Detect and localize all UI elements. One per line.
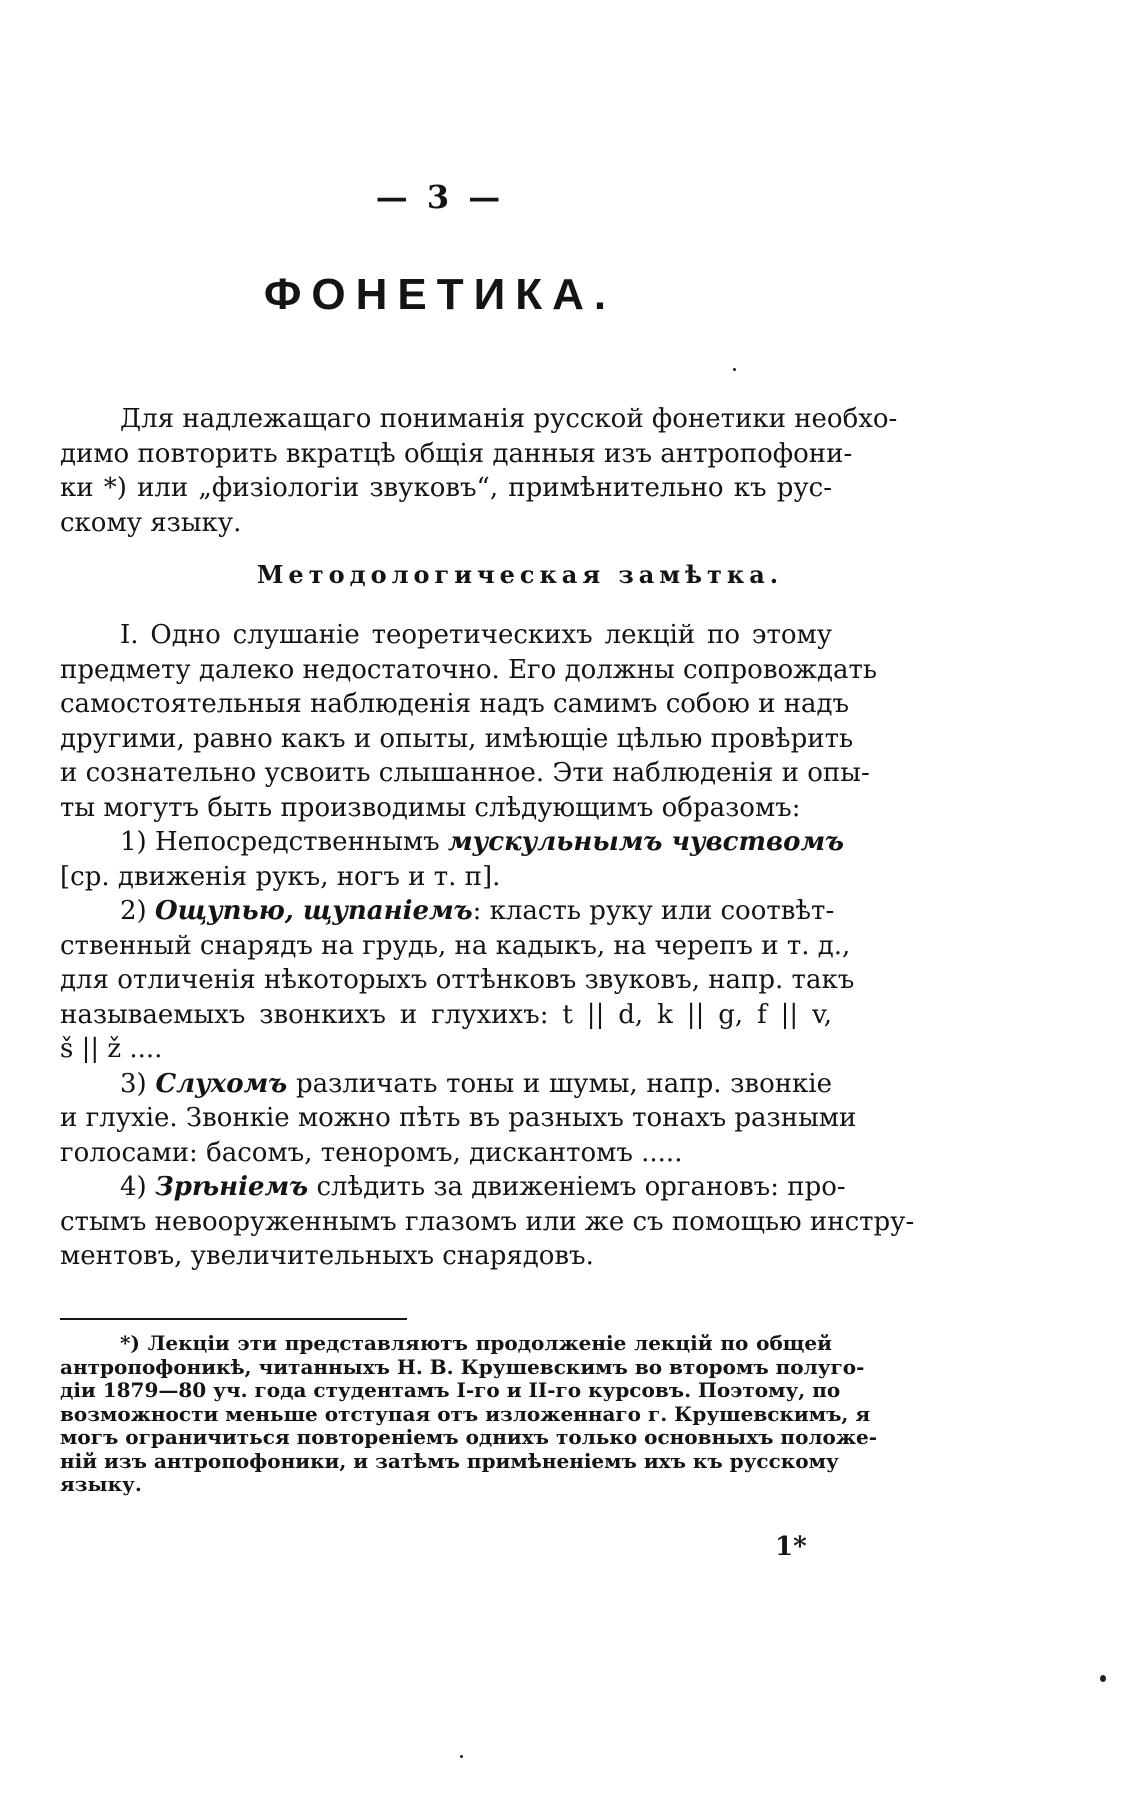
body-line: предмету далеко недостаточно. Его должны сопровождать bbox=[60, 654, 878, 685]
scan-speck bbox=[1100, 1675, 1106, 1682]
intro-line: димо повторить вкратцѣ общія данныя изъ антропофони- bbox=[60, 438, 853, 469]
list-item-lead: Непосредственнымъ bbox=[154, 827, 440, 857]
list-item-3 bbox=[60, 1067, 832, 1102]
list-item-text: различать тоны и шумы, напр. звонкіе bbox=[287, 1068, 832, 1099]
body-line: для отличенія нѣкоторыхъ оттѣнковъ звуковъ, напр. такъ bbox=[60, 965, 855, 995]
body-line: ментовъ, увеличительныхъ снарядовъ. bbox=[60, 1241, 594, 1271]
list-item-text: : класть руку или соотвѣт- bbox=[472, 896, 835, 926]
footnote-divider bbox=[60, 1318, 407, 1320]
body-line: ты могутъ быть производимы слѣдующимъ образомъ: bbox=[60, 792, 801, 823]
list-item-1 bbox=[60, 825, 845, 860]
list-item-emphasis: Слухомъ bbox=[155, 1068, 288, 1099]
section-heading: Методологическая замѣтка. bbox=[256, 560, 784, 589]
body-line: называемыхъ звонкихъ и глухихъ: t || d, k || g, f || v, bbox=[60, 999, 832, 1030]
body-line: самостоятельныя наблюденія надъ самимъ собою и надъ bbox=[60, 689, 850, 719]
body-line: другими, равно какъ и опыты, имѣющіе цѣлью провѣрить bbox=[60, 723, 854, 754]
intro-line: Для надлежащаго пониманія русской фонетики необхо- bbox=[120, 404, 898, 434]
chapter-title: ФОНЕТИКА. bbox=[263, 270, 617, 319]
list-item-4 bbox=[60, 1170, 846, 1205]
list-item-number: 2) bbox=[120, 896, 147, 926]
footnote-line: діи 1879—80 уч. года студентамъ I-го и II-го курсовъ. Поэтому, по bbox=[60, 1378, 841, 1402]
body-line: [ср. движенія рукъ, ногъ и т. п]. bbox=[60, 861, 501, 892]
body-line: ственный снарядъ на грудь, на кадыкъ, на черепъ и т. д., bbox=[60, 930, 851, 961]
body-line: š || ž .... bbox=[60, 1034, 163, 1064]
scan-speck bbox=[733, 368, 736, 371]
list-item-emphasis: мускульнымъ чувствомъ bbox=[447, 827, 845, 857]
list-item-text: слѣдить за движеніемъ органовъ: про- bbox=[308, 1172, 846, 1202]
list-item-number: 1) bbox=[120, 827, 147, 857]
footnote-line: *) Лекціи эти представляютъ продолженіе лекцій по общей bbox=[120, 1331, 832, 1355]
body-line: стымъ невооруженнымъ глазомъ или же съ помощью инстру- bbox=[60, 1206, 915, 1237]
body-line: и глухіе. Звонкіе можно пѣть въ разныхъ тонахъ разными bbox=[60, 1103, 857, 1133]
section-body bbox=[60, 618, 915, 1274]
intro-line: скому языку. bbox=[60, 507, 242, 538]
footnote-line: возможности меньше отступая отъ изложеннаго г. Крушевскимъ, я bbox=[60, 1401, 871, 1426]
body-line: голосами: басомъ, теноромъ, дискантомъ ..... bbox=[60, 1137, 683, 1168]
list-item-number: 4) bbox=[120, 1172, 147, 1202]
list-item-2 bbox=[60, 894, 835, 929]
footnote-line: языку. bbox=[60, 1472, 142, 1496]
intro-line: ки *) или „физіологіи звуковъ“, примѣнительно къ рус- bbox=[60, 473, 832, 503]
list-item-emphasis: Зрѣніемъ bbox=[154, 1172, 309, 1202]
page-number: — 3 — bbox=[375, 178, 505, 216]
body-line: и сознательно усвоить слышанное. Эти наблюденія и опы- bbox=[60, 758, 870, 788]
body-line: I. Одно слушаніе теоретическихъ лекцій по этому bbox=[120, 620, 832, 650]
footnote bbox=[60, 1331, 878, 1497]
list-item-number: 3) bbox=[120, 1068, 147, 1099]
list-item-emphasis: Ощупью, щупаніемъ bbox=[154, 896, 473, 926]
footnote-line: могъ ограничиться повтореніемъ однихъ только основныхъ положе- bbox=[60, 1425, 878, 1449]
intro-paragraph bbox=[60, 402, 898, 540]
signature-mark: 1* bbox=[775, 1532, 807, 1562]
footnote-line: антропофоникѣ, читанныхъ Н. В. Крушевскимъ во второмъ полуго- bbox=[60, 1354, 865, 1379]
scan-speck bbox=[460, 1755, 463, 1758]
footnote-line: ній изъ антропофоники, и затѣмъ примѣненіемъ ихъ къ русскому bbox=[60, 1448, 839, 1473]
